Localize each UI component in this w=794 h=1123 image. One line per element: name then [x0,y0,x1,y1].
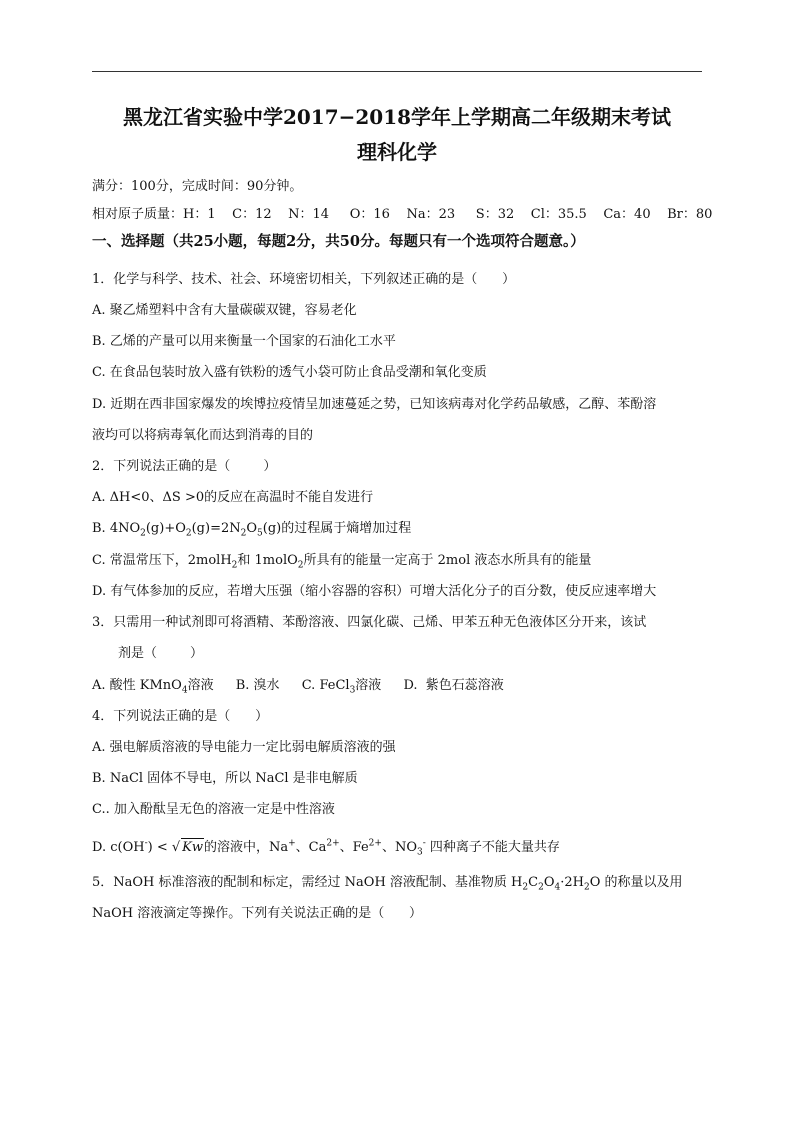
q2-option-d: D. 有气体参加的反应，若增大压强（缩小容器的容积）可增大活化分子的百分数，使反应速率增大 [92,584,657,599]
q3-option-b: B. 溴水 [235,678,280,693]
q4-option-d: D. c(OH-) < √ Kw的溶液中，Na+、$Ca^{2+}$、$Fe^{2+}$、$NO_3^-$ 四种离子不能大量共存 [92,838,560,858]
q2-option-a: A. ΔH<0、ΔS >0的反应在高温时不能自发进行 [92,490,374,505]
q2-option-c: C. 常温常压下，2molH$_2$和 1molO$_2$所具有的能量一定高于 2mol 液态水所具有的能量 [92,553,592,571]
q4-option-a: A. 强电解质溶液的导电能力一定比弱电解质溶液的强 [92,740,396,755]
header-rule [92,71,702,72]
q3-stem: 3．只需用一种试剂即可将酒精、苯酚溶液、四氯化碳、己烯、甲苯五种无色液体区分开来，该试 [92,615,647,630]
q2-option-b: B. $4NO_2(g)+O_2(g)=2N_2O_5(g)$的过程属于熵增加过程 [92,521,412,539]
q3-options [92,677,522,695]
q1-option-b: B. 乙烯的产量可以用来衡量一个国家的石油化工水平 [92,334,396,349]
q1-option-d: D. 近期在西非国家爆发的埃博拉疫情呈加速蔓延之势，已知该病毒对化学药品敏感，乙醇、苯酚溶 [92,397,657,412]
q1-stem: 1．化学与科学、技术、社会、环境密切相关，下列叙述正确的是（ ） [92,272,516,287]
q5-stem: 5．NaOH 标准溶液的配制和标定，需经过 NaOH 溶液配制、基准物质 $H_2C_2O_4\cdot 2H_2O$ 的称量以及用 [92,875,683,893]
q3-stem-cont: 剂是（ ） [118,646,204,661]
score-time-info: 满分：100分，完成时间：90分钟。 [92,179,303,194]
q3-option-a: A. 酸性 KMnO$_4$溶液 [92,678,214,696]
q3-option-c: C. FeCl$_3$溶液 [301,678,382,696]
q2-stem: 2．下列说法正确的是（ ） [92,459,277,474]
exam-title: 黑龙江省实验中学2017−2018学年上学期高二年级期末考试 [122,105,672,129]
exam-subtitle: 理科化学 [357,140,437,164]
section-heading: 一、选择题（共25小题，每题2分，共50分。每题只有一个选项符合题意。） [92,233,585,250]
q3-option-d: D. 紫色石蕊溶液 [403,678,504,693]
q1-option-d-cont: 液均可以将病毒氧化而达到消毒的目的 [92,428,314,443]
q4-option-c: C.. 加入酚酞呈无色的溶液一定是中性溶液 [92,802,335,817]
q4-option-b: B. NaCl 固体不导电，所以 NaCl 是非电解质 [92,771,358,786]
q1-option-c: C. 在食品包装时放入盛有铁粉的透气小袋可防止食品受潮和氧化变质 [92,365,487,380]
q5-stem-cont: NaOH 溶液滴定等操作。下列有关说法正确的是（ ） [92,906,423,921]
atomic-mass-info: 相对原子质量：H：1 C：12 N：14 O：16 Na：23 S：32 Cl：35.5 Ca：40 Br：80 [92,207,713,222]
q4-stem: 4．下列说法正确的是（ ） [92,709,269,724]
q1-option-a: A. 聚乙烯塑料中含有大量碳碳双键，容易老化 [92,303,357,318]
